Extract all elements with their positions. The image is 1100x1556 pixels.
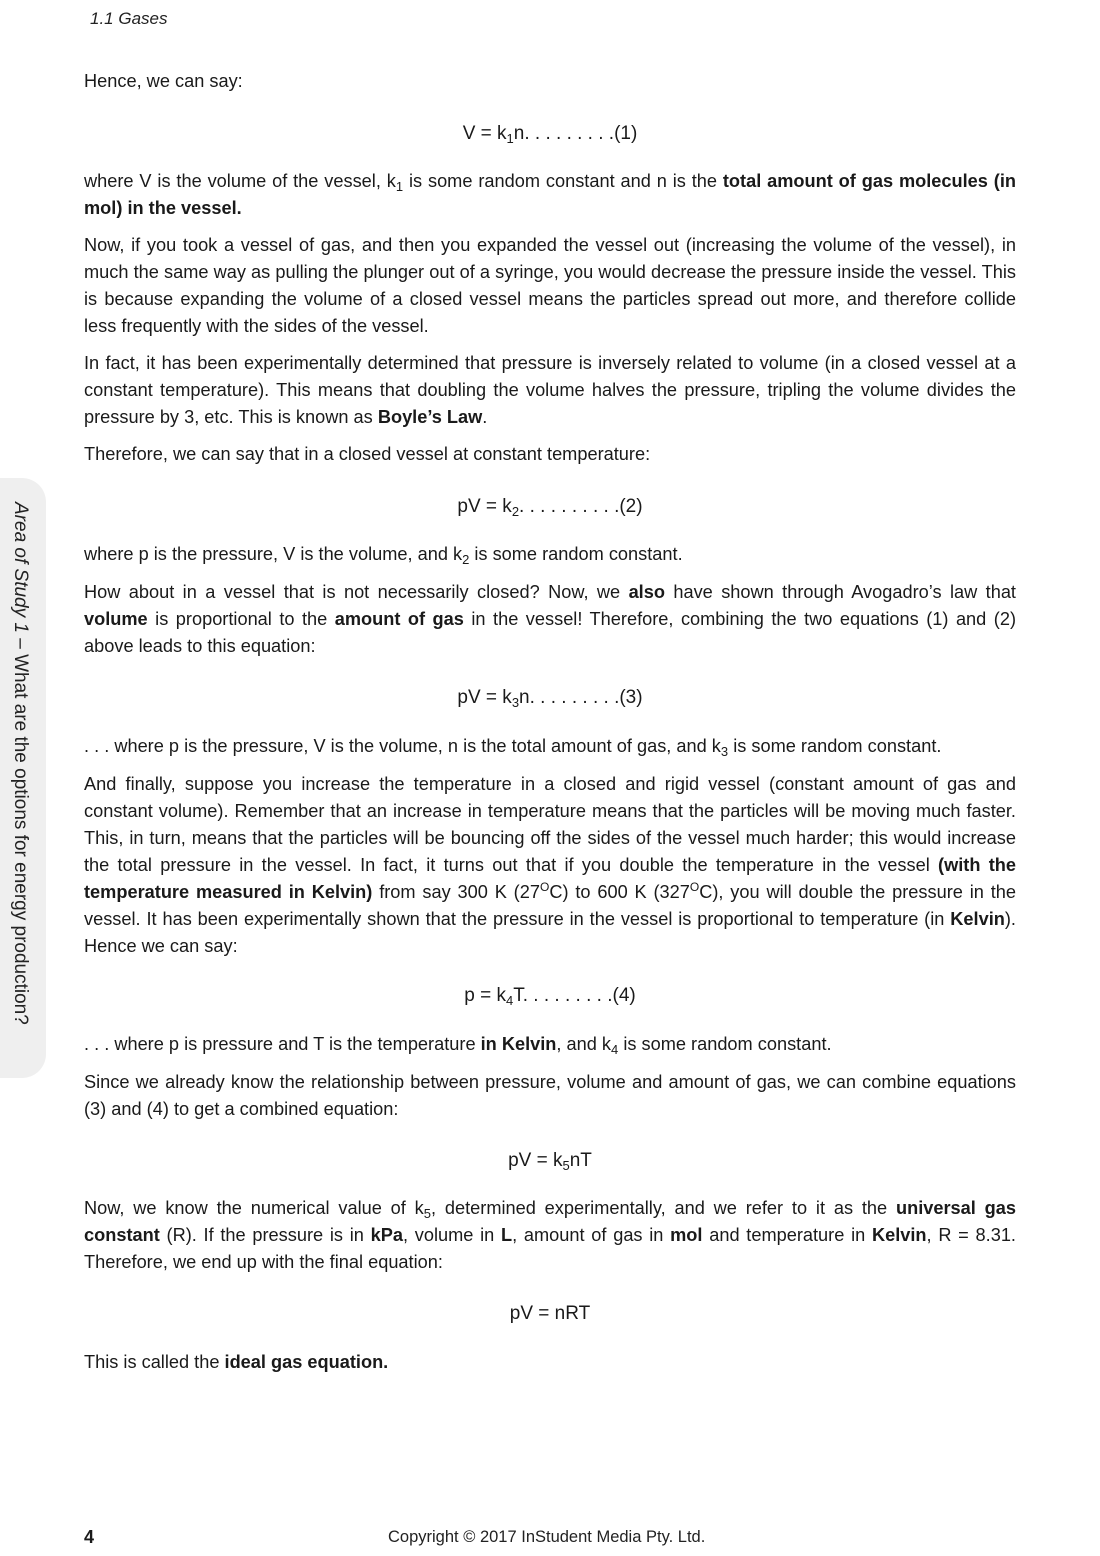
paragraph: . . . where p is pressure and T is the temperature in Kelvin, and $k_4$ is some random constant. [84,1034,832,1057]
section-header: 1.1 Gases [90,9,168,28]
paragraph: Since we already know the relationship between pressure, volume and amount of gas, we can combine equations (3) and (4) to get a combined equation: [84,1072,1016,1119]
equation-3: pV = $k_3n$. . . . . . . . .(3) [457,687,643,710]
paragraph: Now, we know the numerical value of $k_5$, determined experimentally, and we refer to it as the universal gas constant (R). If the pressure is in kPa, volume in L, amount of gas in mol and temperature in Kelvin, R = 8.31. Therefore, we end up with the final equation: [84,1198,1016,1272]
paragraph: where V is the volume of the vessel, $k_1$ is some random constant and n is the total amount of gas molecules (in mol) in the vessel. [84,171,1016,218]
equation-5: pV = $k_5nT$ [508,1150,592,1173]
paragraph: Now, if you took a vessel of gas, and then you expanded the vessel out (increasing the volume of the vessel), in much the same way as pulling the plunger out of a syringe, you would decrease the pressure inside the vessel. This is because expanding the volume of a closed vessel means the particles spread out more, and therefore collide less frequently with the sides of the vessel. [84,235,1016,336]
equation-2: pV = $k_2$. . . . . . . . . .(2) [457,496,643,519]
equation-1: $V = k_1n$. . . . . . . . .(1) [462,123,638,146]
paragraph: where p is the pressure, V is the volume, and $k_2$ is some random constant. [84,544,683,567]
side-tab-label: Area of Study 1 – What are the options for energy production? [10,502,31,1025]
copyright: Copyright © 2017 InStudent Media Pty. Ltd. [388,1528,706,1546]
paragraph: Therefore, we can say that in a closed vessel at constant temperature: [84,444,651,464]
page-number: 4 [84,1527,95,1547]
paragraph: In fact, it has been experimentally determined that pressure is inversely related to volume (in a closed vessel at a constant temperature). This means that doubling the volume halves the pressure, tripling the volume divides the pressure by 3, etc. This is known as Boyle’s Law. [84,353,1016,427]
paragraph: Hence, we can say: [84,71,243,91]
equation-ideal-gas: pV = nRT [509,1303,591,1324]
paragraph: And finally, suppose you increase the temperature in a closed and rigid vessel (constant amount of gas and constant volume). Remember that an increase in temperature means that the particles will be moving much faster. This, in turn, means that the particles will be bouncing off the sides of the vessel much harder; this would increase the total pressure in the vessel. In fact, it turns out that if you double the temperature in the vessel (with the temperature measured in Kelvin) from say 300 K $(27^OC)$ to 600 K $(327^OC)$, you will double the pressure in the vessel. It has been experimentally shown that the pressure in the vessel is proportional to temperature (in Kelvin). Hence we can say: [84,774,1016,956]
paragraph: . . . where p is the pressure, V is the volume, n is the total amount of gas, and $k_3$ is some random constant. [84,736,942,759]
paragraph: How about in a vessel that is not necessarily closed? Now, we also have shown through Avogadro’s law that volume is proportional to the amount of gas in the vessel! Therefore, combining the two equations (1) and (2) above leads to this equation: [84,582,1017,656]
paragraph: This is called the ideal gas equation. [84,1352,389,1372]
equation-4: $p = k_4T$. . . . . . . . .(4) [464,985,636,1008]
